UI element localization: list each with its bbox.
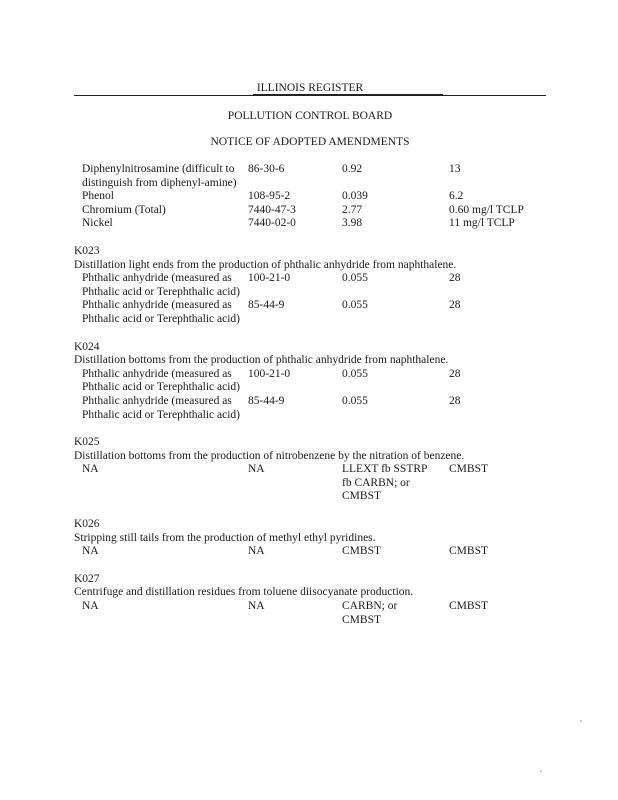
table-row — [74, 272, 546, 299]
nonwastewater-standard: 0.60 mg/l TCLP — [449, 203, 524, 216]
nonwastewater-standard: 11 mg/l TCLP — [449, 217, 515, 230]
wastewater-standard: 0.92 — [342, 163, 363, 175]
constituent-name — [74, 299, 248, 326]
cas-number: 7440-47-3 — [248, 203, 296, 216]
constituent-name — [74, 163, 248, 190]
wastewater-standard: 0.039 — [342, 190, 368, 203]
table-row — [74, 217, 546, 231]
constituent-name — [74, 368, 248, 395]
scan-speck — [540, 770, 542, 772]
cas-number: NA — [248, 545, 265, 558]
constituent-name — [74, 395, 248, 422]
wastewater-standard: 0.055 — [342, 272, 368, 285]
table-row — [74, 368, 546, 395]
waste-code: K023 — [74, 244, 100, 257]
cas-number: 85-44-9 — [248, 394, 285, 407]
wastewater-standard: 0.055 — [342, 367, 368, 380]
wastewater-standard: CMBST — [342, 545, 381, 558]
constituent-name-text: Phthalic anhydride (measured as Phthalic acid or Terephthalic acid) — [82, 299, 241, 325]
board-title: POLLUTION CONTROL BOARD — [227, 110, 393, 122]
nonwastewater-standard: CMBST — [449, 545, 488, 558]
waste-code: K026 — [74, 518, 100, 531]
table-row — [74, 395, 546, 422]
waste-description: Distillation bottoms from the production of nitrobenzene by the nitration of benzene. — [74, 449, 465, 462]
nonwastewater-standard: 28 — [449, 299, 461, 312]
waste-section-k023 — [74, 245, 546, 327]
constituent-name-text: Phthalic anhydride (measured as Phthalic acid or Terephthalic acid) — [82, 272, 241, 298]
cas-number: 100-21-0 — [248, 367, 291, 380]
waste-description: Distillation light ends from the production of phthalic anhydride from naphthalene. — [74, 258, 457, 271]
constituent-name-text: Diphenylnitrosamine (difficult to distinguish from diphenyl-amine) — [82, 163, 237, 189]
waste-description: Stripping still tails from the production of methyl ethyl pyridines. — [74, 531, 376, 544]
wastewater-standard-text: LLEXT fb SSTRP fb CARBN; or CMBST — [342, 463, 427, 503]
wastewater-standard: 0.055 — [342, 394, 368, 407]
constituent-name-text: Phthalic anhydride (measured as Phthalic acid or Terephthalic acid) — [82, 367, 241, 394]
constituent-name: Phenol — [82, 190, 114, 203]
constituent-name: NA — [82, 600, 99, 613]
scan-speck — [580, 720, 582, 722]
constituent-name: Nickel — [82, 217, 113, 230]
constituent-name-text: Phthalic anhydride (measured as Phthalic acid or Terephthalic acid) — [82, 394, 241, 421]
table-row — [74, 463, 546, 504]
nonwastewater-standard: 13 — [449, 163, 461, 175]
nonwastewater-standard: 28 — [449, 272, 461, 285]
wastewater-standard: 3.98 — [342, 217, 363, 230]
wastewater-standard — [342, 463, 449, 504]
table-row — [74, 163, 546, 190]
waste-section-k025 — [74, 436, 546, 504]
nonwastewater-standard: 28 — [449, 367, 461, 380]
constituent-name — [74, 272, 248, 299]
cas-number: NA — [248, 600, 265, 613]
constituent-name: Chromium (Total) — [82, 203, 166, 216]
waste-code: K024 — [74, 340, 100, 353]
cas-number: 7440-02-0 — [248, 217, 296, 230]
nonwastewater-standard: 6.2 — [449, 190, 464, 203]
cas-number: 86-30-6 — [248, 163, 285, 175]
nonwastewater-standard: CMBST — [449, 463, 488, 476]
constituent-name: NA — [82, 463, 99, 476]
table-row — [74, 545, 546, 559]
top-rows — [74, 163, 546, 231]
wastewater-standard — [342, 600, 449, 627]
register-title: ILLINOIS REGISTER — [256, 82, 364, 94]
cas-number: NA — [248, 463, 265, 476]
waste-section-k024 — [74, 341, 546, 423]
wastewater-standard: 2.77 — [342, 203, 363, 216]
cas-number: 85-44-9 — [248, 299, 285, 312]
cas-number: 100-21-0 — [248, 272, 291, 285]
waste-description: Distillation bottoms from the production of phthalic anhydride from naphthalene. — [74, 354, 449, 367]
table-row — [74, 299, 546, 326]
treatment-standards-table — [74, 163, 546, 627]
waste-code: K027 — [74, 572, 100, 585]
waste-code: K025 — [74, 436, 100, 449]
waste-section-k026 — [74, 518, 546, 559]
wastewater-standard: 0.055 — [342, 299, 368, 312]
waste-section-k027 — [74, 573, 546, 627]
wastewater-standard-text: CARBN; or CMBST — [342, 600, 398, 626]
header-underline-mark — [253, 94, 443, 96]
cas-number: 108-95-2 — [248, 190, 291, 203]
nonwastewater-standard: 28 — [449, 394, 461, 407]
table-row — [74, 600, 546, 627]
table-row — [74, 190, 546, 204]
table-row — [74, 204, 546, 218]
nonwastewater-standard: CMBST — [449, 600, 488, 613]
waste-description: Centrifuge and distillation residues from toluene diisocyanate production. — [74, 586, 414, 599]
notice-title: NOTICE OF ADOPTED AMENDMENTS — [210, 136, 410, 148]
constituent-name: NA — [82, 545, 99, 558]
